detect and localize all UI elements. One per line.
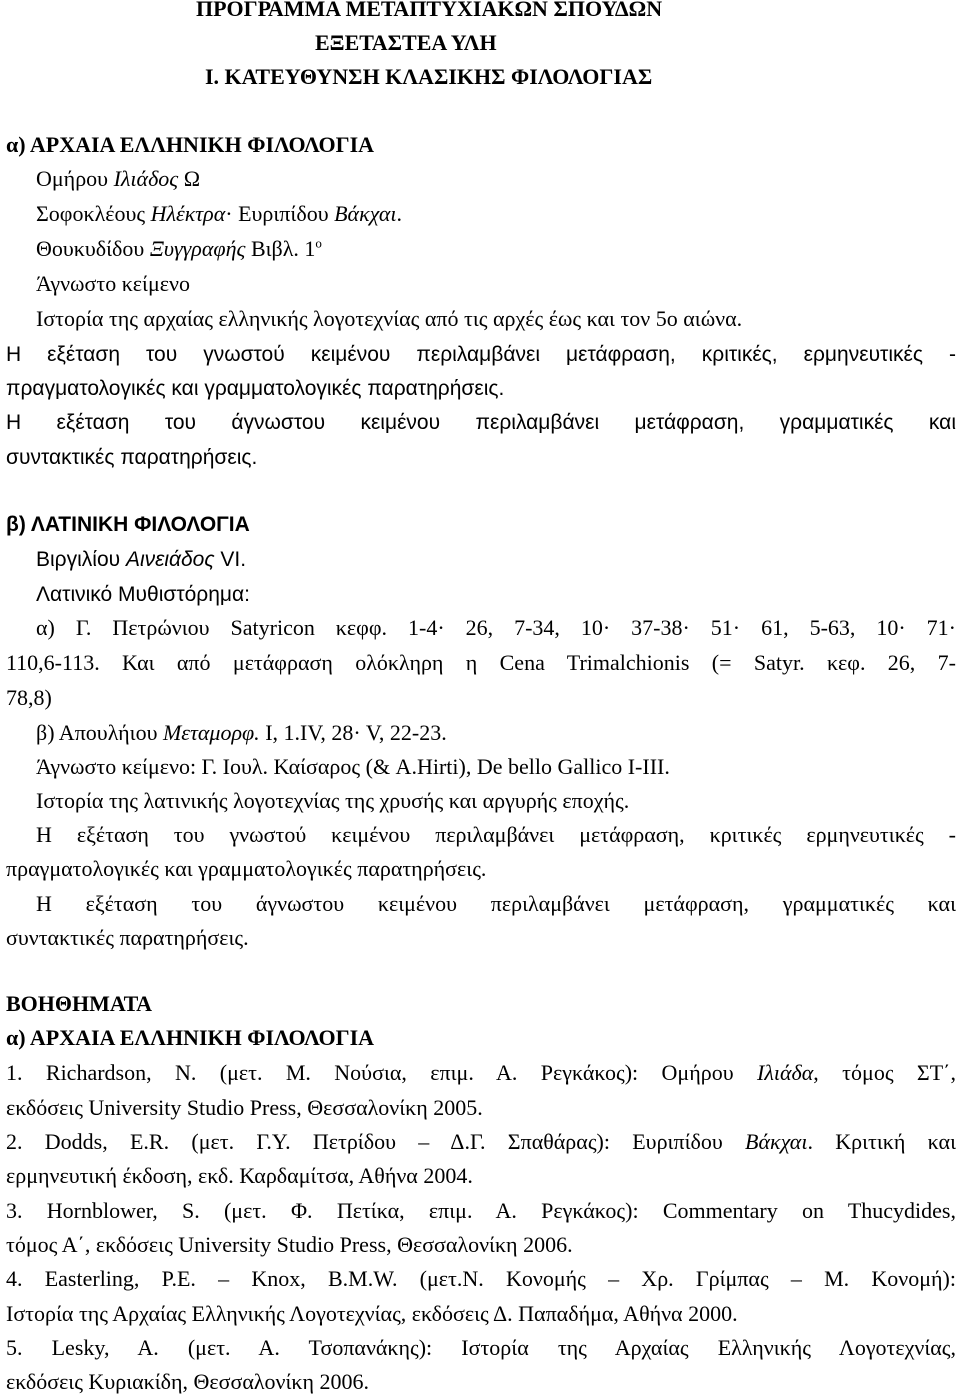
reference-5-line-1: 5. Lesky, A. (μετ. Α. Τσοπανάκης): Ιστορία της Αρχαίας Ελληνικής Λογοτεχνίας, — [6, 1335, 956, 1360]
unknown-exam-line-2: συντακτικές παρατηρήσεις. — [6, 446, 258, 469]
exam-material-title: ΕΞΕΤΑΣΤΕΑ ΥΛΗ — [315, 30, 497, 55]
known-exam-line-2: πραγματολογικές και γραμματολογικές παρατηρήσεις. — [6, 377, 505, 400]
apuleius-line: β) Απουλήιου Μεταμορφ. I, 1.IV, 28· V, 22-23. — [36, 720, 447, 745]
direction-title: Ι. ΚΑΤΕΥΘΥΝΣΗ ΚΛΑΣΙΚΗΣ ΦΙΛΟΛΟΓΙΑΣ — [205, 64, 653, 89]
vergil-line: Βιργιλίου Αινειάδος VI. — [36, 548, 247, 571]
reference-2-line-2: ερμηνευτική έκδοση, εκδ. Καρδαμίτσα, Αθήνα 2004. — [6, 1163, 473, 1188]
reference-2-line-1: 2. Dodds, E.R. (μετ. Γ.Υ. Πετρίδου – Δ.Γ. Σπαθάρας): Ευριπίδου Βάκχαι. Κριτική και — [6, 1129, 956, 1154]
unknown-exam-line-2-b: συντακτικές παρατηρήσεις. — [6, 925, 249, 950]
history-line: Ιστορία της αρχαίας ελληνικής λογοτεχνίας από τις αρχές έως και τον 5ο αιώνα. — [36, 306, 743, 331]
unknown-text-line-b: Άγνωστο κείμενο: Γ. Ιουλ. Καίσαρος (& A.Hirti), De bello Gallico I-III. — [36, 754, 670, 779]
program-title: ΠΡΟΓΡΑΜΜΑ ΜΕΤΑΠΤΥΧΙΑΚΩΝ ΣΠΟΥΔΩΝ — [196, 0, 663, 21]
sophocles-line: Σοφοκλέους Ηλέκτρα· Ευριπίδου Βάκχαι. — [36, 201, 403, 226]
aids-heading: ΒΟΗΘΗΜΑΤΑ — [6, 991, 153, 1016]
known-exam-line-1: Η εξέταση του γνωστού κειμένου περιλαμβάνει μετάφραση, κριτικές, ερμηνευτικές - — [6, 343, 956, 366]
reference-3-line-1: 3. Hornblower, S. (μετ. Φ. Πετίκα, επιμ. Α. Ρεγκάκος): Commentary on Thucydides, — [6, 1198, 956, 1223]
known-exam-line-1-b: Η εξέταση του γνωστού κειμένου περιλαμβάνει μετάφραση, κριτικές ερμηνευτικές - — [36, 822, 956, 847]
reference-5-line-2: εκδόσεις Κυριακίδη, Θεσσαλονίκη 2006. — [6, 1369, 370, 1394]
petronius-line-2: 110,6-113. Και από μετάφραση ολόκληρη η Cena Trimalchionis (= Satyr. κεφ. 26, 7- — [6, 650, 956, 675]
reference-3-line-2: τόμος Α΄, εκδόσεις University Studio Press, Θεσσαλονίκη 2006. — [6, 1232, 573, 1257]
section-a-heading: α) ΑΡΧΑΙΑ ΕΛΛΗΝΙΚΗ ΦΙΛΟΛΟΓΙΑ — [6, 132, 375, 157]
known-exam-line-2-b: πραγματολογικές και γραμματολογικές παρατηρήσεις. — [6, 856, 487, 881]
homer-line: Ομήρου Ιλιάδος Ω — [36, 166, 201, 191]
reference-1-line-2: εκδόσεις University Studio Press, Θεσσαλονίκη 2005. — [6, 1095, 483, 1120]
petronius-line-1: α) Γ. Πετρώνιου Satyricon κεφφ. 1-4· 26, 7-34, 10· 37-38· 51· 61, 5-63, 10· 71· — [36, 615, 956, 640]
history-line-b: Ιστορία της λατινικής λογοτεχνίας της χρυσής και αργυρής εποχής. — [36, 788, 630, 813]
section-b-heading: β) ΛΑΤΙΝΙΚΗ ΦΙΛΟΛΟΓΙΑ — [6, 513, 250, 536]
reference-4-line-1: 4. Easterling, P.E. – Knox, B.M.W. (μετ.Ν. Κονομής – Χρ. Γρίμπας – Μ. Κονομή): — [6, 1266, 956, 1291]
latin-novel-line: Λατινικό Μυθιστόρημα: — [36, 583, 251, 606]
thucydides-line: Θουκυδίδου Ξυγγραφής Βιβλ. $1^o$ — [36, 235, 322, 261]
unknown-exam-line-1: Η εξέταση του άγνωστου κειμένου περιλαμβάνει μετάφραση, γραμματικές και — [6, 411, 956, 434]
petronius-line-3: 78,8) — [6, 685, 52, 710]
unknown-text-line: Άγνωστο κείμενο — [36, 271, 190, 296]
reference-1-line-1: 1. Richardson, N. (μετ. Μ. Νούσια, επιμ. Α. Ρεγκάκος): Ομήρου Ιλιάδα, τόμος ΣΤ΄, — [6, 1060, 956, 1085]
unknown-exam-line-1-b: Η εξέταση του άγνωστου κειμένου περιλαμβάνει μετάφραση, γραμματικές και — [36, 891, 956, 916]
reference-4-line-2: Ιστορία της Αρχαίας Ελληνικής Λογοτεχνίας, εκδόσεις Δ. Παπαδήμα, Αθήνα 2000. — [6, 1301, 738, 1326]
aids-subheading: α) ΑΡΧΑΙΑ ΕΛΛΗΝΙΚΗ ΦΙΛΟΛΟΓΙΑ — [6, 1025, 375, 1050]
